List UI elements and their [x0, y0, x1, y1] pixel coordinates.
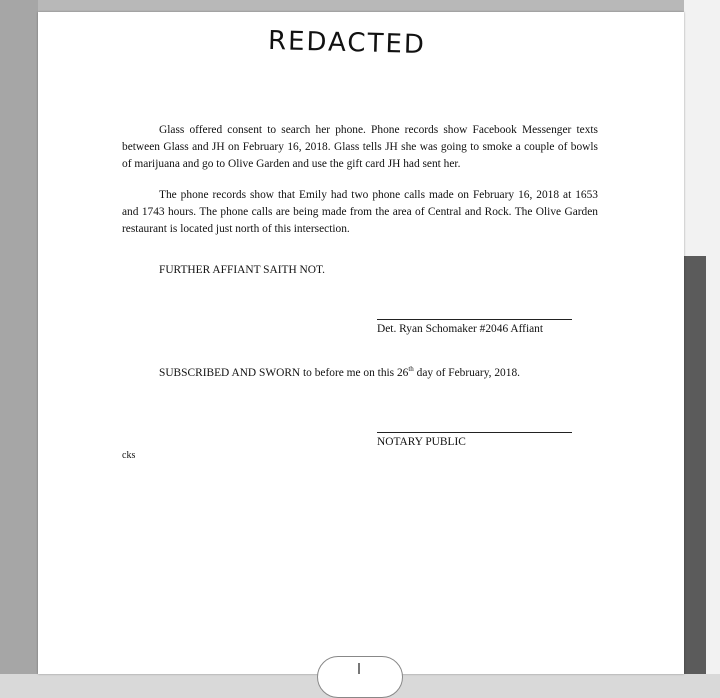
- affiant-name: Det. Ryan Schomaker #2046 Affiant: [377, 323, 544, 335]
- day-ordinal: th: [408, 365, 414, 373]
- bottom-sheet-handle[interactable]: [317, 656, 403, 698]
- notary-signature-line: [377, 432, 572, 433]
- subscribed-middle: to before me on this 26: [300, 366, 409, 379]
- redacted-stamp: REDACTED: [267, 25, 427, 61]
- viewer-left-margin: [0, 0, 38, 674]
- subscribed-date: day of February, 2018.: [413, 366, 520, 379]
- further-affiant-text: FURTHER AFFIANT SAITH NOT.: [159, 264, 325, 276]
- subscribed-sworn-text: [159, 365, 520, 379]
- handle-grip-icon: [358, 663, 360, 674]
- typist-initials: cks: [122, 450, 136, 461]
- document-page: [38, 12, 684, 674]
- affiant-signature-line: [377, 319, 572, 320]
- subscribed-heading: SUBSCRIBED AND SWORN: [159, 366, 301, 379]
- scrollbar-thumb[interactable]: [684, 256, 706, 674]
- paragraph-phone-records: The phone records show that Emily had two phone calls made on February 16, 2018 at 1653 and 1743 hours. The phone calls are being made from the area of Central and Rock. The Olive Garden restaurant is located just north of this intersection.: [122, 189, 598, 235]
- paragraph-consent: Glass offered consent to search her phone. Phone records show Facebook Messenger texts between Glass and JH on February 16, 2018. Glass tells JH she was going to smoke a couple of bowls of marijuana and go to Olive Garden and use the gift card JH had sent her.: [122, 124, 598, 170]
- notary-label: NOTARY PUBLIC: [377, 436, 466, 448]
